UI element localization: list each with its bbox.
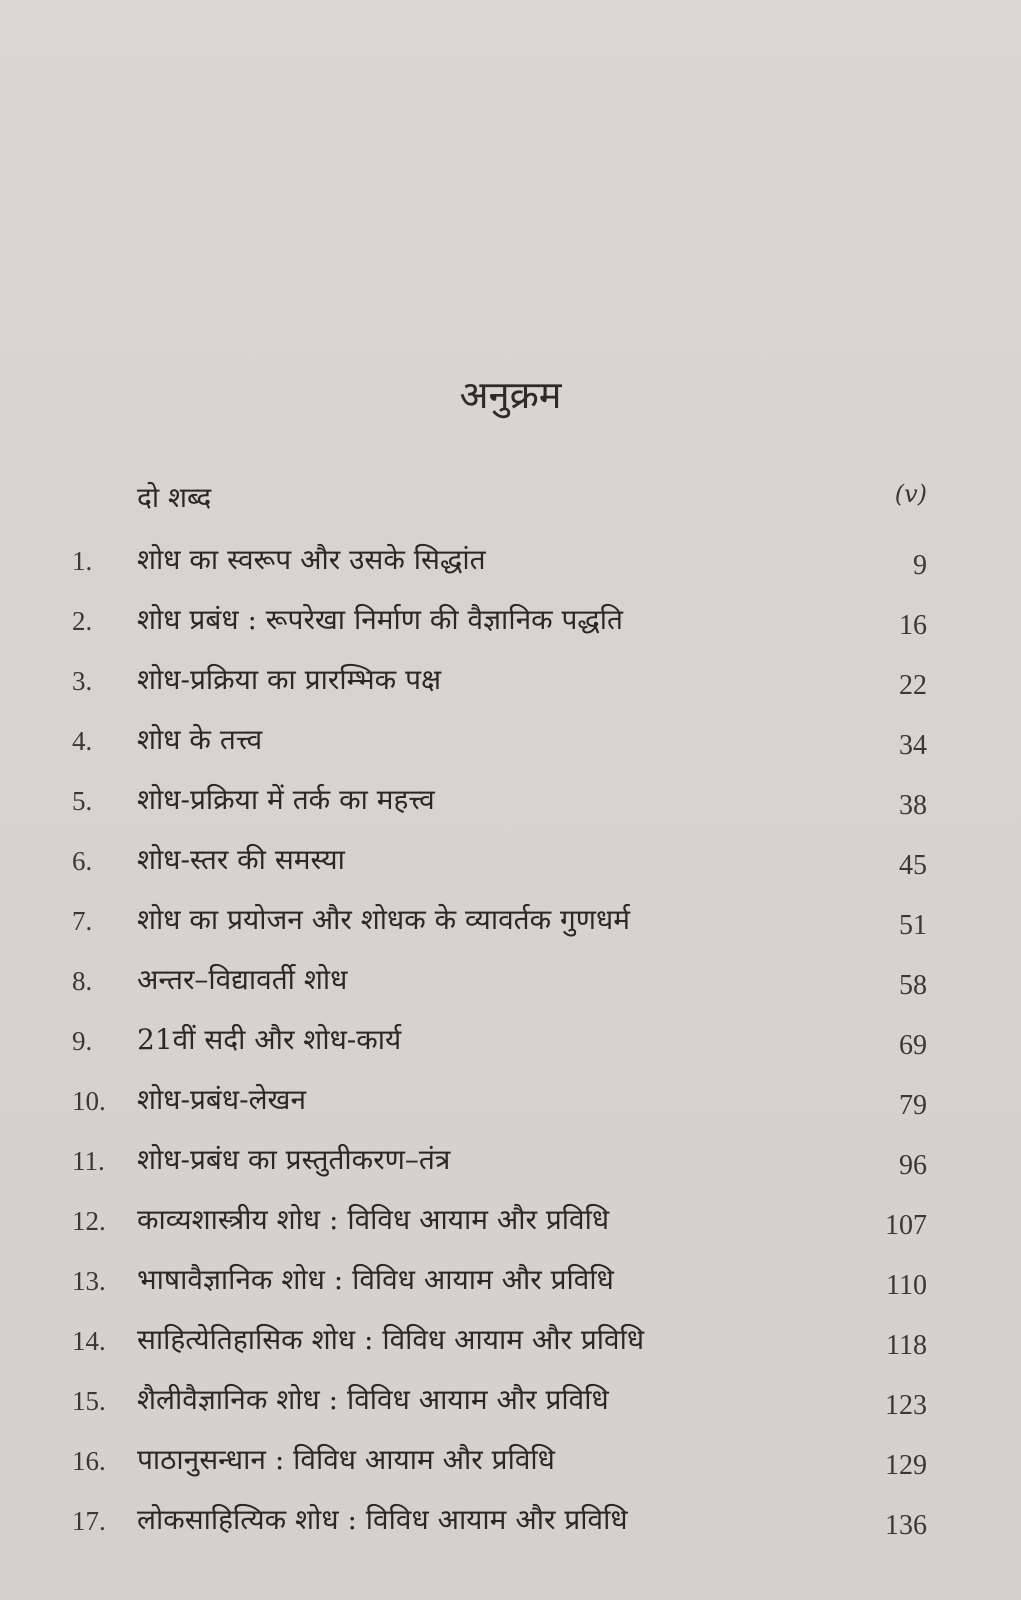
entry-title: शोध-प्रक्रिया का प्रारम्भिक पक्ष (137, 663, 442, 696)
entry-title: लोकसाहित्यिक शोध : विविध आयाम और प्रविधि (137, 1503, 628, 1536)
entry-page-number: 9 (913, 550, 927, 581)
toc-entry (0, 658, 1021, 718)
toc-entry (0, 538, 1021, 598)
entry-number: 2. (72, 606, 93, 636)
toc-entry (0, 1078, 1021, 1138)
entry-number: 17. (72, 1506, 106, 1536)
toc-entry (0, 838, 1021, 898)
entry-page-number: 22 (899, 670, 927, 701)
entry-page-number: 16 (899, 610, 927, 641)
entry-page-number: 58 (899, 970, 927, 1001)
toc-entry (0, 1018, 1021, 1078)
entry-title: 21वीं सदी और शोध-कार्य (137, 1023, 402, 1056)
entry-number: 8. (72, 966, 93, 996)
entry-title: शोध के तत्त्व (137, 723, 263, 756)
entry-page-number: 110 (886, 1270, 927, 1301)
entry-number: 13. (72, 1266, 106, 1296)
entry-page-number: 45 (899, 850, 927, 881)
entry-title: काव्यशास्त्रीय शोध : विविध आयाम और प्रविधि (137, 1203, 610, 1236)
entry-title: अन्तर–विद्यावर्ती शोध (137, 963, 348, 996)
entry-number: 9. (72, 1026, 93, 1056)
entry-title: शोध प्रबंध : रूपरेखा निर्माण की वैज्ञानिक पद्धति (137, 603, 623, 636)
toc-entry (0, 1318, 1021, 1378)
entry-number: 12. (72, 1206, 106, 1236)
toc-entry (0, 1378, 1021, 1438)
entry-title: भाषावैज्ञानिक शोध : विविध आयाम और प्रविधि (137, 1263, 614, 1296)
entry-number: 5. (72, 786, 93, 816)
preface-page-number: (v) (894, 480, 927, 508)
entry-title: शोध-प्रबंध-लेखन (137, 1083, 307, 1116)
entry-title: पाठानुसन्धान : विविध आयाम और प्रविधि (137, 1443, 555, 1476)
entry-number: 11. (72, 1146, 105, 1176)
entry-page-number: 129 (885, 1450, 927, 1481)
entry-number: 3. (72, 666, 93, 696)
entry-page-number: 51 (899, 910, 927, 941)
entry-page-number: 123 (885, 1390, 927, 1421)
toc-entry (0, 1498, 1021, 1558)
entry-page-number: 34 (899, 730, 927, 761)
entry-title: शैलीवैज्ञानिक शोध : विविध आयाम और प्रविधि (137, 1383, 609, 1416)
toc-entry (0, 778, 1021, 838)
entry-page-number: 118 (886, 1330, 927, 1361)
table-of-contents (0, 538, 1021, 1558)
toc-entry (0, 1438, 1021, 1498)
entry-page-number: 96 (899, 1150, 927, 1181)
entry-number: 6. (72, 846, 93, 876)
entry-page-number: 79 (899, 1090, 927, 1121)
entry-number: 16. (72, 1446, 106, 1476)
entry-title: शोध-प्रबंध का प्रस्तुतीकरण–तंत्र (137, 1143, 451, 1176)
entry-number: 14. (72, 1326, 106, 1356)
toc-entry (0, 598, 1021, 658)
entry-page-number: 38 (899, 790, 927, 821)
entry-title: शोध का प्रयोजन और शोधक के व्यावर्तक गुणधर्म (137, 903, 631, 936)
entry-page-number: 69 (899, 1030, 927, 1061)
entry-title: शोध-स्तर की समस्या (137, 843, 345, 876)
toc-entry (0, 1198, 1021, 1258)
entry-number: 15. (72, 1386, 106, 1416)
preface-label: दो शब्द (137, 481, 212, 514)
preface-entry (137, 478, 927, 518)
toc-entry (0, 1258, 1021, 1318)
entry-page-number: 107 (885, 1210, 927, 1241)
page-title: अनुक्रम (459, 373, 562, 417)
toc-entry (0, 958, 1021, 1018)
entry-number: 10. (72, 1086, 106, 1116)
entry-title: शोध का स्वरूप और उसके सिद्धांत (137, 543, 486, 576)
entry-page-number: 136 (885, 1510, 927, 1541)
entry-title: शोध-प्रक्रिया में तर्क का महत्त्व (137, 783, 435, 816)
toc-entry (0, 1138, 1021, 1198)
entry-number: 1. (72, 546, 93, 576)
toc-entry (0, 718, 1021, 778)
toc-entry (0, 898, 1021, 958)
entry-number: 4. (72, 726, 93, 756)
entry-title: साहित्येतिहासिक शोध : विविध आयाम और प्रविधि (137, 1323, 645, 1356)
entry-number: 7. (72, 906, 93, 936)
